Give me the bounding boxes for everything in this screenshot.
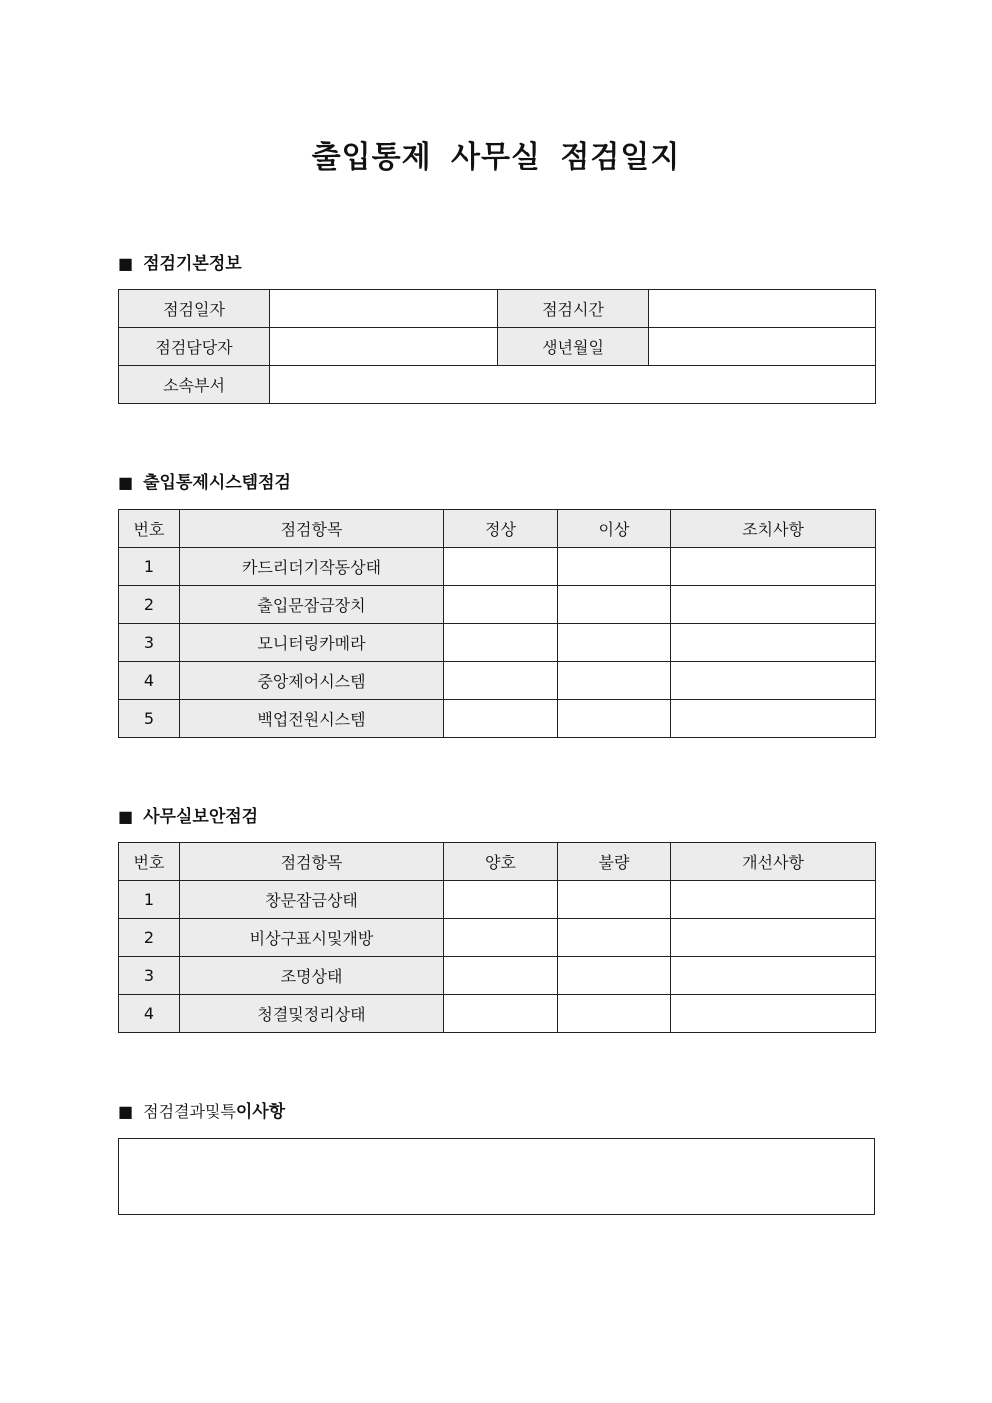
column-header-improvement: 개선사항 bbox=[671, 843, 876, 881]
column-header-good: 양호 bbox=[444, 843, 558, 881]
action-field[interactable] bbox=[671, 548, 876, 586]
action-field[interactable] bbox=[671, 586, 876, 624]
row-number: 2 bbox=[119, 586, 180, 624]
row-item: 창문잠금상태 bbox=[180, 881, 444, 919]
table-row bbox=[119, 881, 876, 919]
table-row bbox=[119, 919, 876, 957]
action-field[interactable] bbox=[671, 624, 876, 662]
section-heading-notes bbox=[118, 1100, 285, 1124]
improvement-field[interactable] bbox=[671, 995, 876, 1033]
section-heading-system-check bbox=[118, 471, 291, 495]
basic-info-row-date bbox=[119, 290, 876, 328]
row-item: 모니터링카메라 bbox=[180, 624, 444, 662]
security-check-heading-text: 사무실보안점검 bbox=[143, 807, 259, 827]
notes-heading-text-part1: 점검결과및특 bbox=[143, 1102, 236, 1121]
notes-heading-text-part2: 이사항 bbox=[235, 1102, 286, 1122]
improvement-field[interactable] bbox=[671, 919, 876, 957]
basic-info-row-dept bbox=[119, 366, 876, 404]
section-heading-basic-info bbox=[118, 252, 242, 276]
row-number: 5 bbox=[119, 700, 180, 738]
square-bullet-icon: ■ bbox=[118, 473, 134, 492]
column-header-number: 번호 bbox=[119, 843, 180, 881]
row-number: 1 bbox=[119, 881, 180, 919]
security-check-table bbox=[118, 842, 876, 1033]
row-number: 1 bbox=[119, 548, 180, 586]
row-item: 비상구표시및개방 bbox=[180, 919, 444, 957]
square-bullet-icon: ■ bbox=[118, 1102, 134, 1121]
abnormal-check-cell[interactable] bbox=[558, 700, 671, 738]
basic-info-row-inspector bbox=[119, 328, 876, 366]
row-item: 백업전원시스템 bbox=[180, 700, 444, 738]
normal-check-cell[interactable] bbox=[444, 624, 558, 662]
row-item: 중앙제어시스템 bbox=[180, 662, 444, 700]
system-check-header-row bbox=[119, 510, 876, 548]
action-field[interactable] bbox=[671, 700, 876, 738]
row-number: 4 bbox=[119, 995, 180, 1033]
table-row bbox=[119, 624, 876, 662]
date-field[interactable] bbox=[270, 290, 498, 328]
square-bullet-icon: ■ bbox=[118, 807, 134, 826]
birth-date-field[interactable] bbox=[649, 328, 876, 366]
normal-check-cell[interactable] bbox=[444, 662, 558, 700]
improvement-field[interactable] bbox=[671, 957, 876, 995]
abnormal-check-cell[interactable] bbox=[558, 548, 671, 586]
notes-textarea[interactable] bbox=[118, 1138, 875, 1215]
good-check-cell[interactable] bbox=[444, 957, 558, 995]
normal-check-cell[interactable] bbox=[444, 586, 558, 624]
column-header-normal: 정상 bbox=[444, 510, 558, 548]
row-item: 청결및정리상태 bbox=[180, 995, 444, 1033]
table-row bbox=[119, 995, 876, 1033]
system-check-table bbox=[118, 509, 876, 738]
row-number: 3 bbox=[119, 624, 180, 662]
row-item: 조명상태 bbox=[180, 957, 444, 995]
bad-check-cell[interactable] bbox=[558, 995, 671, 1033]
basic-info-table bbox=[118, 289, 876, 404]
good-check-cell[interactable] bbox=[444, 995, 558, 1033]
time-label: 점검시간 bbox=[498, 290, 649, 328]
row-item: 출입문잠금장치 bbox=[180, 586, 444, 624]
normal-check-cell[interactable] bbox=[444, 700, 558, 738]
table-row bbox=[119, 700, 876, 738]
bad-check-cell[interactable] bbox=[558, 881, 671, 919]
column-header-item: 점검항목 bbox=[180, 510, 444, 548]
date-label: 점검일자 bbox=[119, 290, 270, 328]
column-header-action: 조치사항 bbox=[671, 510, 876, 548]
row-number: 4 bbox=[119, 662, 180, 700]
good-check-cell[interactable] bbox=[444, 919, 558, 957]
system-check-heading-text: 출입통제시스템점검 bbox=[143, 473, 291, 493]
department-label: 소속부서 bbox=[119, 366, 270, 404]
bad-check-cell[interactable] bbox=[558, 919, 671, 957]
table-row bbox=[119, 662, 876, 700]
section-heading-security-check bbox=[118, 805, 258, 829]
abnormal-check-cell[interactable] bbox=[558, 624, 671, 662]
abnormal-check-cell[interactable] bbox=[558, 586, 671, 624]
abnormal-check-cell[interactable] bbox=[558, 662, 671, 700]
row-item: 카드리더기작동상태 bbox=[180, 548, 444, 586]
row-number: 3 bbox=[119, 957, 180, 995]
column-header-item: 점검항목 bbox=[180, 843, 444, 881]
bad-check-cell[interactable] bbox=[558, 957, 671, 995]
inspector-label: 점검담당자 bbox=[119, 328, 270, 366]
department-field[interactable] bbox=[270, 366, 876, 404]
good-check-cell[interactable] bbox=[444, 881, 558, 919]
page-title: 출입통제 사무실 점검일지 bbox=[311, 140, 681, 175]
column-header-number: 번호 bbox=[119, 510, 180, 548]
normal-check-cell[interactable] bbox=[444, 548, 558, 586]
security-check-header-row bbox=[119, 843, 876, 881]
row-number: 2 bbox=[119, 919, 180, 957]
birth-date-label: 생년월일 bbox=[498, 328, 649, 366]
action-field[interactable] bbox=[671, 662, 876, 700]
column-header-abnormal: 이상 bbox=[558, 510, 671, 548]
table-row bbox=[119, 957, 876, 995]
table-row bbox=[119, 586, 876, 624]
column-header-bad: 불량 bbox=[558, 843, 671, 881]
basic-info-heading-text: 점검기본정보 bbox=[143, 254, 242, 274]
table-row bbox=[119, 548, 876, 586]
improvement-field[interactable] bbox=[671, 881, 876, 919]
square-bullet-icon: ■ bbox=[118, 254, 134, 273]
inspector-field[interactable] bbox=[270, 328, 498, 366]
time-field[interactable] bbox=[649, 290, 876, 328]
